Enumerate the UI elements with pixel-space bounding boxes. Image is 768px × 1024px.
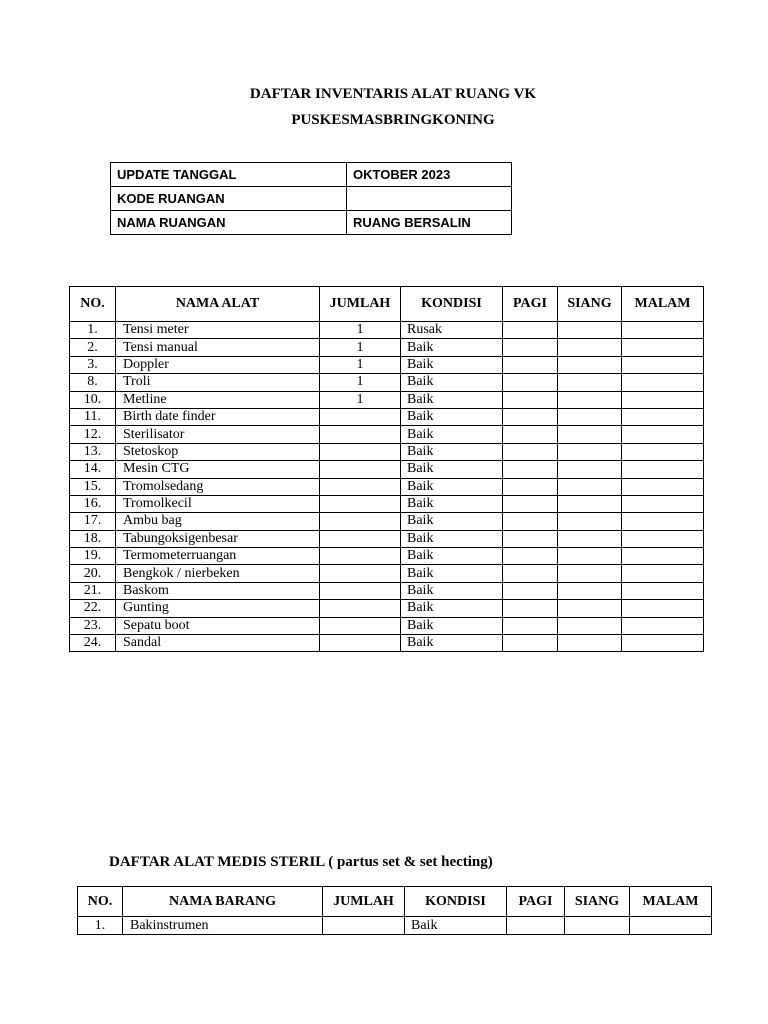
info-row-room-code — [111, 187, 512, 211]
check-pagi — [503, 548, 558, 565]
check-pagi — [503, 391, 558, 408]
item-name: Bengkok / nierbeken — [116, 565, 320, 582]
inventory-table — [69, 286, 704, 652]
row-number: 1. — [70, 322, 116, 339]
row-number: 15. — [70, 478, 116, 495]
inventory-body — [70, 322, 704, 652]
row-number: 24. — [70, 635, 116, 652]
check-siang — [558, 426, 622, 443]
check-siang — [558, 635, 622, 652]
check-pagi — [503, 426, 558, 443]
item-condition: Baik — [401, 356, 503, 373]
table-row — [70, 530, 704, 547]
check-malam — [622, 617, 704, 634]
item-quantity — [320, 443, 401, 460]
check-malam — [622, 513, 704, 530]
steril-section-title: DAFTAR ALAT MEDIS STERIL ( partus set & set hecting) — [109, 854, 493, 870]
item-quantity: 1 — [320, 374, 401, 391]
info-label: NAMA RUANGAN — [111, 211, 347, 235]
check-malam — [622, 582, 704, 599]
item-name: Tensi meter — [116, 322, 320, 339]
info-row-update-date — [111, 163, 512, 187]
check-siang — [558, 391, 622, 408]
table-row — [70, 495, 704, 512]
header-siang: SIANG — [565, 887, 630, 917]
check-siang — [558, 548, 622, 565]
header-pagi: PAGI — [507, 887, 565, 917]
check-siang — [558, 600, 622, 617]
check-malam — [622, 600, 704, 617]
info-value: RUANG BERSALIN — [347, 211, 512, 235]
row-number: 1. — [78, 917, 123, 935]
check-pagi — [503, 478, 558, 495]
table-row — [70, 356, 704, 373]
check-malam — [622, 391, 704, 408]
item-quantity — [320, 408, 401, 425]
row-number: 16. — [70, 495, 116, 512]
item-condition: Baik — [405, 917, 507, 935]
item-name: Baskom — [116, 582, 320, 599]
item-condition: Baik — [401, 600, 503, 617]
item-condition: Baik — [401, 426, 503, 443]
row-number: 3. — [70, 356, 116, 373]
check-siang — [558, 565, 622, 582]
item-quantity — [320, 495, 401, 512]
check-siang — [558, 339, 622, 356]
table-row — [78, 917, 712, 935]
table-row — [70, 617, 704, 634]
item-condition: Baik — [401, 339, 503, 356]
check-pagi — [503, 600, 558, 617]
check-pagi — [503, 322, 558, 339]
check-siang — [558, 495, 622, 512]
check-pagi — [503, 582, 558, 599]
table-row — [70, 582, 704, 599]
item-condition: Baik — [401, 530, 503, 547]
table-row — [70, 339, 704, 356]
row-number: 18. — [70, 530, 116, 547]
table-row — [70, 461, 704, 478]
row-number: 12. — [70, 426, 116, 443]
check-malam — [630, 917, 712, 935]
check-malam — [622, 495, 704, 512]
check-pagi — [503, 339, 558, 356]
steril-header-row — [78, 887, 712, 917]
document-subtitle: PUSKESMASBRINGKONING — [291, 112, 495, 128]
item-quantity — [320, 478, 401, 495]
check-pagi — [503, 565, 558, 582]
check-siang — [565, 917, 630, 935]
header-kondisi: KONDISI — [401, 287, 503, 322]
row-number: 8. — [70, 374, 116, 391]
check-malam — [622, 426, 704, 443]
info-label: UPDATE TANGGAL — [111, 163, 347, 187]
header-no: NO. — [78, 887, 123, 917]
item-name: Gunting — [116, 600, 320, 617]
check-pagi — [503, 443, 558, 460]
table-row — [70, 391, 704, 408]
check-malam — [622, 408, 704, 425]
steril-body — [78, 917, 712, 935]
item-quantity: 1 — [320, 322, 401, 339]
check-siang — [558, 374, 622, 391]
check-siang — [558, 582, 622, 599]
check-malam — [622, 374, 704, 391]
check-malam — [622, 548, 704, 565]
check-pagi — [503, 635, 558, 652]
item-condition: Baik — [401, 513, 503, 530]
item-name: Sepatu boot — [116, 617, 320, 634]
item-quantity — [320, 600, 401, 617]
check-malam — [622, 461, 704, 478]
item-quantity — [320, 617, 401, 634]
header-no: NO. — [70, 287, 116, 322]
check-siang — [558, 322, 622, 339]
check-siang — [558, 408, 622, 425]
item-condition: Baik — [401, 478, 503, 495]
row-number: 11. — [70, 408, 116, 425]
item-name: Ambu bag — [116, 513, 320, 530]
table-row — [70, 548, 704, 565]
row-number: 13. — [70, 443, 116, 460]
item-quantity: 1 — [320, 391, 401, 408]
row-number: 17. — [70, 513, 116, 530]
check-malam — [622, 635, 704, 652]
item-quantity — [320, 565, 401, 582]
item-condition: Baik — [401, 617, 503, 634]
item-quantity — [320, 461, 401, 478]
check-pagi — [503, 461, 558, 478]
item-condition: Baik — [401, 565, 503, 582]
header-malam: MALAM — [622, 287, 704, 322]
item-name: Sandal — [116, 635, 320, 652]
table-row — [70, 600, 704, 617]
row-number: 23. — [70, 617, 116, 634]
item-condition: Rusak — [401, 322, 503, 339]
header-jumlah: JUMLAH — [323, 887, 405, 917]
check-siang — [558, 478, 622, 495]
row-number: 21. — [70, 582, 116, 599]
item-condition: Baik — [401, 548, 503, 565]
table-row — [70, 322, 704, 339]
item-condition: Baik — [401, 408, 503, 425]
check-pagi — [503, 617, 558, 634]
row-number: 10. — [70, 391, 116, 408]
header-pagi: PAGI — [503, 287, 558, 322]
check-siang — [558, 443, 622, 460]
item-name: Termometerruangan — [116, 548, 320, 565]
item-name: Troli — [116, 374, 320, 391]
item-condition: Baik — [401, 635, 503, 652]
info-value: OKTOBER 2023 — [347, 163, 512, 187]
item-condition: Baik — [401, 443, 503, 460]
check-malam — [622, 356, 704, 373]
check-pagi — [503, 374, 558, 391]
check-siang — [558, 530, 622, 547]
item-quantity: 1 — [320, 356, 401, 373]
item-quantity — [320, 513, 401, 530]
document-title: DAFTAR INVENTARIS ALAT RUANG VK — [249, 86, 537, 102]
check-siang — [558, 617, 622, 634]
item-name: Bakinstrumen — [123, 917, 323, 935]
check-pagi — [507, 917, 565, 935]
item-quantity — [323, 917, 405, 935]
check-pagi — [503, 530, 558, 547]
check-malam — [622, 339, 704, 356]
inventory-header-row — [70, 287, 704, 322]
check-malam — [622, 322, 704, 339]
header-nama-barang: NAMA BARANG — [123, 887, 323, 917]
item-name: Tensi manual — [116, 339, 320, 356]
table-row — [70, 408, 704, 425]
check-malam — [622, 565, 704, 582]
check-malam — [622, 478, 704, 495]
info-value — [347, 187, 512, 211]
check-siang — [558, 513, 622, 530]
info-label: KODE RUANGAN — [111, 187, 347, 211]
table-row — [70, 635, 704, 652]
item-condition: Baik — [401, 582, 503, 599]
info-row-room-name — [111, 211, 512, 235]
row-number: 19. — [70, 548, 116, 565]
header-kondisi: KONDISI — [405, 887, 507, 917]
header-jumlah: JUMLAH — [320, 287, 401, 322]
item-name: Sterilisator — [116, 426, 320, 443]
item-condition: Baik — [401, 495, 503, 512]
item-quantity — [320, 426, 401, 443]
table-row — [70, 513, 704, 530]
check-siang — [558, 461, 622, 478]
header-malam: MALAM — [630, 887, 712, 917]
item-quantity — [320, 548, 401, 565]
row-number: 14. — [70, 461, 116, 478]
row-number: 20. — [70, 565, 116, 582]
header-nama-alat: NAMA ALAT — [116, 287, 320, 322]
check-siang — [558, 356, 622, 373]
check-pagi — [503, 408, 558, 425]
table-row — [70, 443, 704, 460]
table-row — [70, 478, 704, 495]
item-quantity — [320, 530, 401, 547]
check-pagi — [503, 356, 558, 373]
item-name: Stetoskop — [116, 443, 320, 460]
item-name: Tromolsedang — [116, 478, 320, 495]
item-name: Birth date finder — [116, 408, 320, 425]
row-number: 2. — [70, 339, 116, 356]
item-name: Tabungoksigenbesar — [116, 530, 320, 547]
item-name: Doppler — [116, 356, 320, 373]
check-malam — [622, 443, 704, 460]
item-name: Tromolkecil — [116, 495, 320, 512]
room-info-table — [110, 162, 512, 235]
item-name: Metline — [116, 391, 320, 408]
table-row — [70, 374, 704, 391]
check-malam — [622, 530, 704, 547]
check-pagi — [503, 513, 558, 530]
table-row — [70, 426, 704, 443]
item-quantity — [320, 635, 401, 652]
steril-table — [77, 886, 712, 935]
item-condition: Baik — [401, 461, 503, 478]
item-quantity: 1 — [320, 339, 401, 356]
item-quantity — [320, 582, 401, 599]
item-condition: Baik — [401, 391, 503, 408]
item-condition: Baik — [401, 374, 503, 391]
item-name: Mesin CTG — [116, 461, 320, 478]
table-row — [70, 565, 704, 582]
check-pagi — [503, 495, 558, 512]
header-siang: SIANG — [558, 287, 622, 322]
row-number: 22. — [70, 600, 116, 617]
